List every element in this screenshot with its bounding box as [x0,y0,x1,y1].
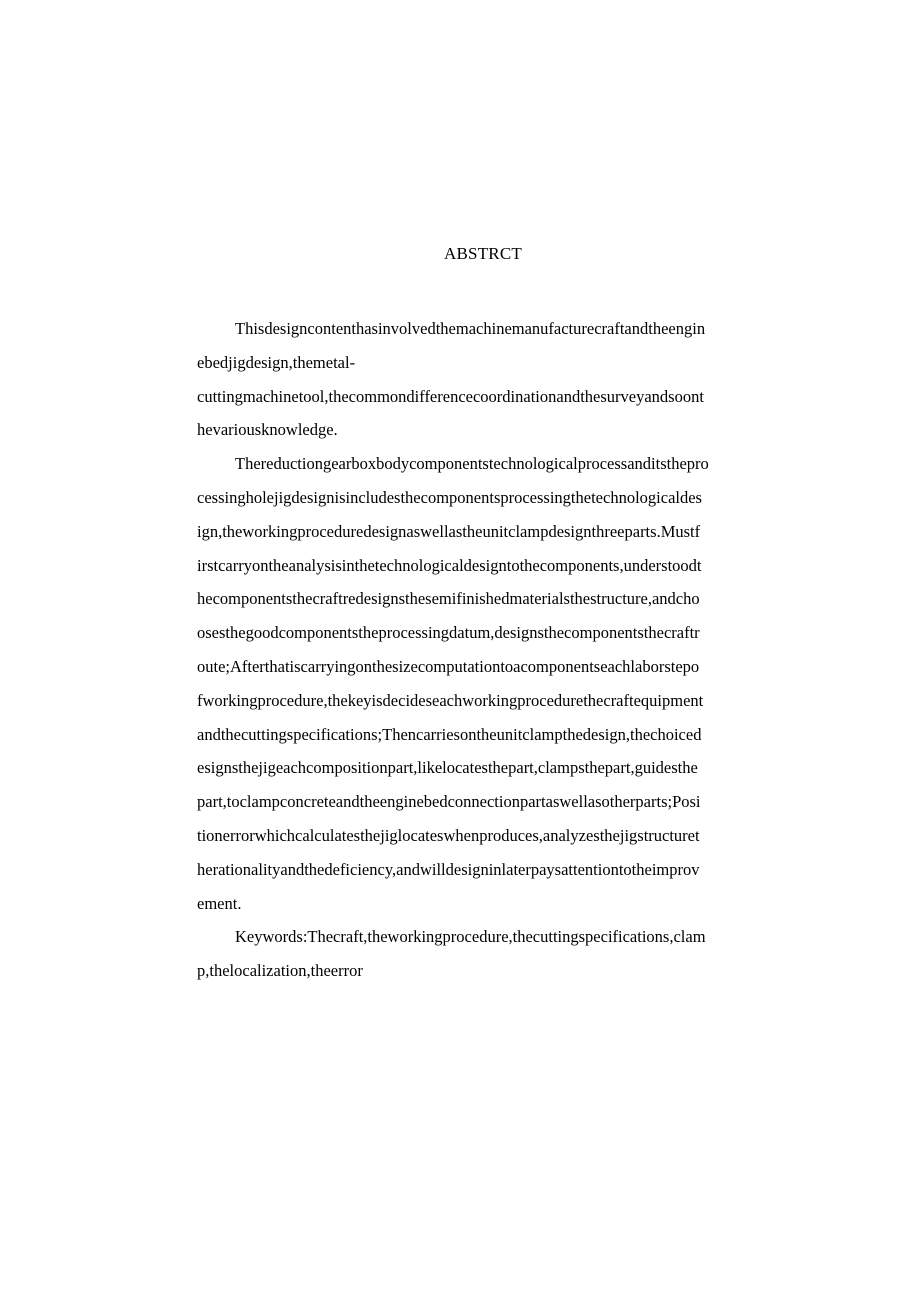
abstract-title: ABSTRCT [444,244,522,263]
abstract-paragraph-1 [197,312,772,447]
keywords-paragraph [197,920,772,988]
text-line: ebedjigdesign,themetal- [197,352,356,372]
text-line: Thereductiongearboxbodycomponentstechnologicalprocessanditsthepro [235,454,709,474]
text-line: cuttingmachinetool,thecommondifferencecoordinationandthesurveyandsoont [197,386,704,406]
text-line: oute;Afterthatiscarryingonthesizecomputationtoacomponentseachlaborstepo [197,656,700,676]
text-line: cessingholejigdesignisincludesthecomponentsprocessingthetechnologicaldes [197,487,702,507]
text-line: herationalityandthedeficiency,andwilldesigninlaterpaysattentiontotheimprov [197,859,700,879]
text-line: esignsthejigeachcompositionpart,likelocatesthepart,clampsthepart,guidesthe [197,758,698,778]
text-line: fworkingprocedure,thekeyisdecideseachworkingprocedurethecraftequipment [197,690,704,710]
text-line: p,thelocalization,theerror [197,961,363,981]
text-line: ign,theworkingproceduredesignaswellastheunitclampdesignthreeparts.Mustf [197,521,701,541]
abstract-paragraph-2 [197,447,772,920]
text-line: part,toclampconcreteandtheenginebedconnectionpartaswellasotherparts;Posi [197,792,701,812]
text-line: tionerrorwhichcalculatesthejiglocateswhenproduces,analyzesthejigstructuret [197,825,700,845]
text-line: Keywords:Thecraft,theworkingprocedure,thecuttingspecifications,clam [235,927,706,947]
text-line: ement. [197,893,242,913]
text-line: Thisdesigncontenthasinvolvedthemachinemanufacturecraftandtheengin [235,319,706,338]
text-line: hevariousknowledge. [197,420,338,440]
text-line: hecomponentsthecraftredesignsthesemifinishedmaterialsthestructure,andcho [197,589,700,609]
abstract-body [197,312,772,988]
text-line: andthecuttingspecifications;Thencarriesontheunitclampthedesign,thechoiced [197,724,702,744]
text-line: irstcarryontheanalysisinthetechnologicaldesigntothecomponents,understoodt [197,555,702,575]
text-line: osesthegoodcomponentstheprocessingdatum,designsthecomponentsthecraftr [197,623,700,643]
